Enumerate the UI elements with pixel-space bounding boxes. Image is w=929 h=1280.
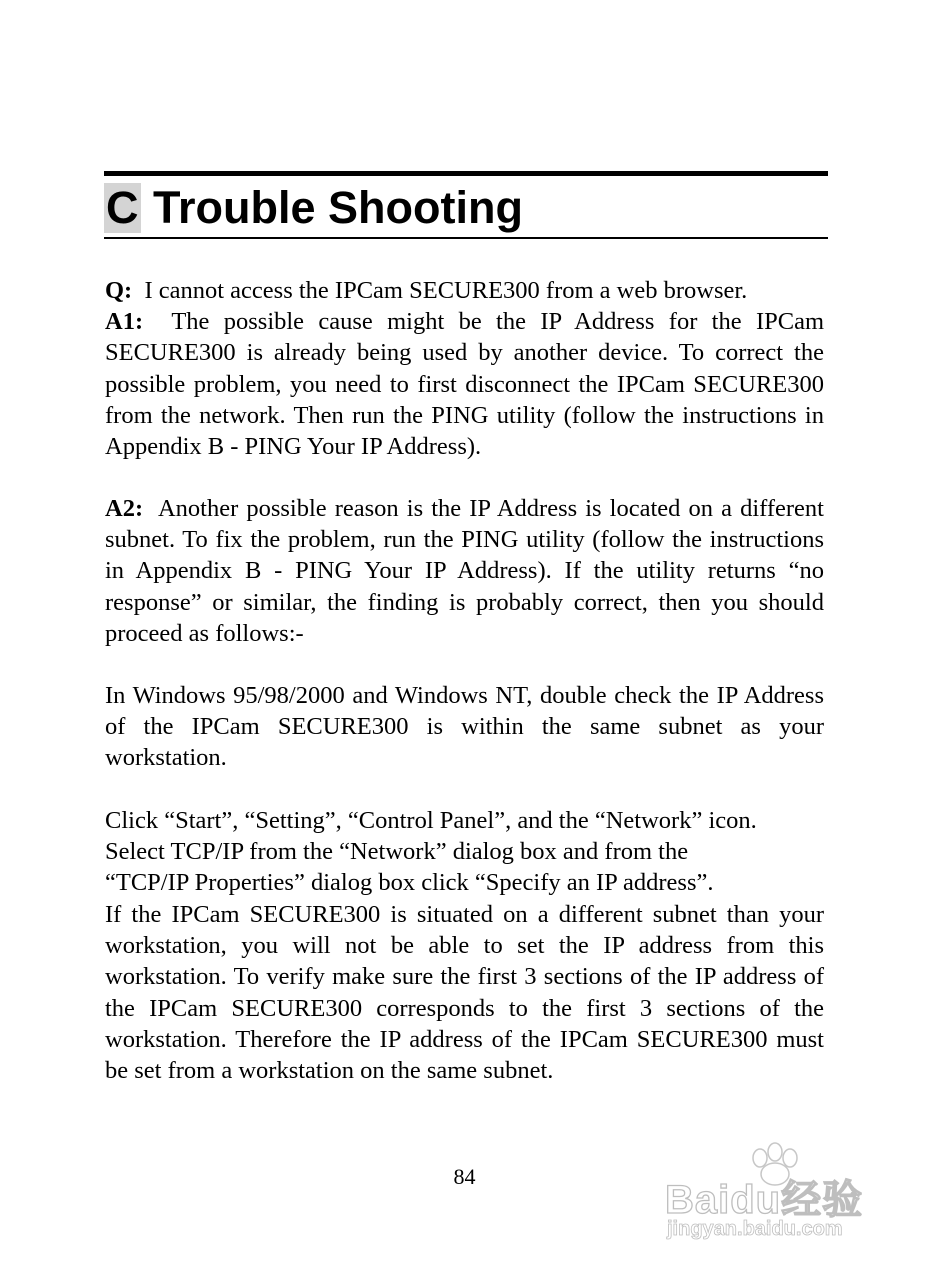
network-instruction-line-1: Click “Start”, “Setting”, “Control Panel”, and the “Network” icon.	[105, 807, 757, 834]
page-title	[104, 180, 828, 236]
network-instruction-line-2: Select TCP/IP from the “Network” dialog box and from the	[105, 838, 689, 866]
subnet-paragraph: If the IPCam SECURE300 is situated on a different subnet than your workstation, you will not be able to set the IP address from this workstation. To verify make sure the first 3 sections of the IP address of the IPCam SECURE300 corresponds to the first 3 sections of the workstation. Therefore the IP address of the IPCam SECURE300 must be set from a workstation on the same subnet.	[105, 901, 824, 1085]
heading-bottom-rule	[104, 237, 828, 239]
watermark-url: jingyan.baidu.com	[667, 1218, 843, 1240]
answer-1-label: A1:	[105, 308, 144, 336]
question-and-answer-1	[105, 275, 824, 462]
network-settings-paragraph	[105, 805, 835, 899]
appendix-title: Trouble Shooting	[153, 182, 523, 233]
network-instruction-line-3: “TCP/IP Properties” dialog box click “Specify an IP address”.	[105, 869, 714, 897]
watermark-brand: Baidu经验	[665, 1178, 864, 1222]
answer-2-label: A2:	[105, 495, 144, 522]
baidu-watermark	[665, 1140, 875, 1250]
answer-2-text: Another possible reason is the IP Address is located on a different subnet. To fix the problem, run the PING utility (follow the instructions in Appendix B - PING Your IP Address). If the utility returns “no response” or similar, the finding is probably correct, then you should proceed as follows:-	[105, 495, 824, 647]
appendix-letter: C	[106, 182, 139, 233]
answer-1-text: The possible cause might be the IP Address for the IPCam SECURE300 is already being used by another device. To correct the possible problem, you need to first disconnect the IPCam SECURE300 from the network. Then run the PING utility (follow the instructions in Appendix B - PING Your IP Address).	[105, 308, 825, 461]
page-number: 84	[453, 1164, 476, 1189]
answer-2-paragraph	[105, 493, 824, 649]
windows-check-paragraph: In Windows 95/98/2000 and Windows NT, double check the IP Address of the IPCam SECURE300 is within the same subnet as your workstation.	[105, 682, 824, 772]
heading-top-rule	[104, 171, 828, 176]
question-label: Q:	[105, 277, 133, 304]
question-text: I cannot access the IPCam SECURE300 from a web browser.	[144, 277, 748, 304]
